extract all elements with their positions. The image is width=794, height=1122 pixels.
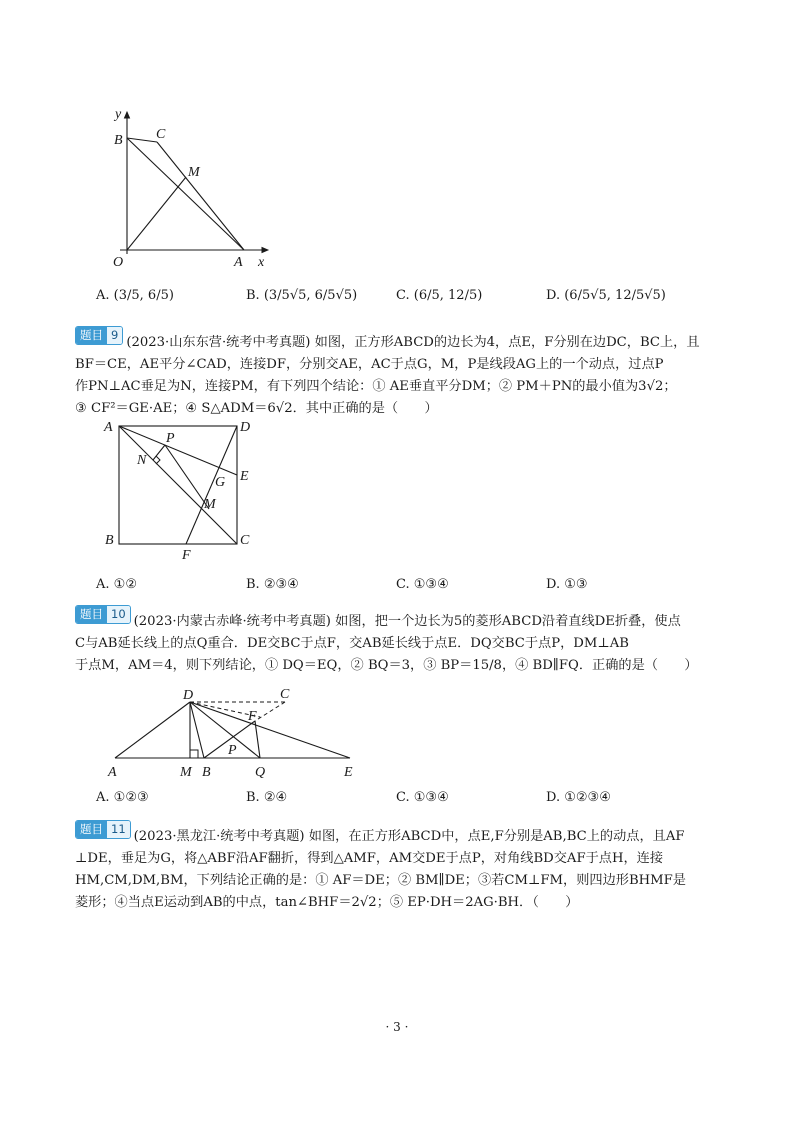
- option-letter: B.: [246, 288, 260, 303]
- option-text: ①③④: [413, 577, 449, 592]
- question-line: 作PN⊥AC垂足为N，连接PM，有下列四个结论：① AE垂直平分DM；② PM＋PN的最小值为3√2；: [75, 379, 677, 394]
- segment-ba: [127, 138, 244, 250]
- q9-options: [96, 577, 736, 601]
- q10-options: [96, 790, 736, 814]
- option-text: (3/5, 6/5): [113, 288, 174, 303]
- question-line: ③ CF²＝GE·AE；④ S△ADM＝6√2．其中正确的是（ ）: [75, 401, 438, 416]
- option-b[interactable]: [246, 577, 299, 592]
- option-text: ①②③: [113, 790, 149, 805]
- option-text: (6/5, 12/5): [413, 288, 483, 303]
- option-b[interactable]: [246, 288, 357, 303]
- tag-label: 题目: [76, 606, 107, 623]
- option-text: ②③④: [263, 577, 299, 592]
- option-b[interactable]: [246, 790, 287, 805]
- option-letter: C.: [396, 790, 410, 805]
- label-f: F: [182, 548, 191, 563]
- question-tag: [75, 326, 123, 345]
- option-c[interactable]: [396, 577, 449, 592]
- label-x: x: [258, 255, 265, 270]
- option-text: ①③④: [413, 790, 449, 805]
- segment-ad: [115, 702, 190, 758]
- right-angle-mark: [190, 750, 198, 758]
- q8-figure: [100, 100, 280, 275]
- option-text: ②④: [263, 790, 288, 805]
- tag-label: 题目: [76, 821, 107, 838]
- tag-number: 10: [107, 606, 130, 623]
- label-d: D: [240, 420, 251, 435]
- tag-label: 题目: [76, 327, 107, 344]
- label-c: C: [156, 127, 166, 142]
- label-b: B: [114, 133, 123, 148]
- question-line: [75, 326, 727, 354]
- option-letter: B.: [246, 577, 260, 592]
- label-b: B: [202, 765, 211, 780]
- label-d: D: [183, 688, 194, 703]
- tag-number: 11: [107, 821, 130, 838]
- question-line: 于点M，AM＝4，则下列结论，① DQ＝EQ，② BQ＝3，③ BP＝15/8，④ BD∥FQ．正确的是（ ）: [75, 658, 698, 673]
- label-c: C: [240, 533, 250, 548]
- label-n: N: [137, 453, 147, 468]
- q10-figure: [100, 684, 370, 782]
- label-f: F: [248, 709, 257, 724]
- option-letter: A.: [96, 790, 110, 805]
- question-line: [75, 605, 727, 633]
- label-o: O: [113, 255, 124, 270]
- label-p: P: [228, 743, 237, 758]
- option-letter: D.: [546, 790, 561, 805]
- segment-cf-dashed: [255, 702, 285, 721]
- option-d[interactable]: [546, 288, 666, 303]
- tag-number: 9: [107, 327, 122, 344]
- question-11: [75, 820, 727, 914]
- segment-de: [190, 702, 350, 758]
- label-e: E: [240, 469, 249, 484]
- question-line: BF＝CE，AE平分∠CAD，连接DF，分别交AE，AC于点G，M，P是线段AG上的一个动点，过点P: [75, 357, 664, 372]
- page-number: · 3 ·: [385, 1020, 409, 1034]
- question-text: (2023·山东东营·统考中考真题) 如图，正方形ABCD的边长为4，点E，F分别在边DC，BC上，且: [126, 335, 700, 350]
- label-g: G: [215, 475, 226, 490]
- right-angle-mark: [156, 456, 160, 464]
- question-line: C与AB延长线上的点Q重合．DE交BC于点F，交AB延长线于点E．DQ交BC于点P，DM⊥AB: [75, 636, 629, 651]
- option-letter: D.: [546, 288, 561, 303]
- label-m: M: [180, 765, 192, 780]
- question-10: [75, 605, 727, 677]
- option-text: ①②③④: [564, 790, 611, 805]
- label-a: A: [104, 420, 113, 435]
- label-a: A: [234, 255, 243, 270]
- question-line: ⊥DE，垂足为G，将△ABF沿AF翻折，得到△AMF，AM交DE于点P，对角线BD交AF于点H，连接: [75, 851, 664, 866]
- label-m: M: [188, 165, 200, 180]
- label-m: M: [204, 497, 216, 512]
- label-y: y: [115, 107, 122, 122]
- option-letter: A.: [96, 577, 110, 592]
- label-b: B: [105, 533, 114, 548]
- option-a[interactable]: [96, 288, 174, 303]
- question-text: (2023·内蒙古赤峰·统考中考真题) 如图，把一个边长为5的菱形ABCD沿着直线DE折叠，使点: [133, 614, 681, 629]
- question-text: (2023·黑龙江·统考中考真题) 如图，在正方形ABCD中，点E,F分别是AB,BC上的动点，且AF: [133, 829, 685, 844]
- q9-figure: [100, 418, 265, 563]
- option-c[interactable]: [396, 790, 449, 805]
- question-line: HM,CM,DM,BM，下列结论正确的是：① AF＝DE；② BM∥DE；③若CM⊥FM，则四边形BHMF是: [75, 873, 686, 888]
- option-a[interactable]: [96, 790, 149, 805]
- q8-options: [96, 288, 736, 312]
- segment-bc: [127, 138, 157, 142]
- label-a: A: [108, 765, 117, 780]
- option-letter: A.: [96, 288, 110, 303]
- option-d[interactable]: [546, 577, 588, 592]
- question-line: 菱形；④当点E运动到AB的中点，tan∠BHF＝2√2；⑤ EP·DH＝2AG·BH．（ ）: [75, 895, 579, 910]
- option-letter: B.: [246, 790, 260, 805]
- option-c[interactable]: [396, 288, 482, 303]
- option-letter: C.: [396, 288, 410, 303]
- label-c: C: [280, 687, 290, 702]
- option-text: ①②: [113, 577, 137, 592]
- option-letter: C.: [396, 577, 410, 592]
- option-letter: D.: [546, 577, 561, 592]
- option-d[interactable]: [546, 790, 611, 805]
- option-text: (3/5√5, 6/5√5): [263, 288, 358, 303]
- label-p: P: [166, 431, 175, 446]
- question-9: [75, 326, 727, 420]
- question-line: [75, 820, 727, 848]
- segment-pn: [153, 445, 165, 460]
- segment-df: [186, 426, 237, 544]
- label-q: Q: [255, 765, 266, 780]
- question-tag: [75, 605, 131, 624]
- option-text: (6/5√5, 12/5√5): [564, 288, 666, 303]
- segment-om: [127, 177, 186, 250]
- label-e: E: [344, 765, 353, 780]
- option-text: ①③: [564, 577, 588, 592]
- question-tag: [75, 820, 131, 839]
- option-a[interactable]: [96, 577, 137, 592]
